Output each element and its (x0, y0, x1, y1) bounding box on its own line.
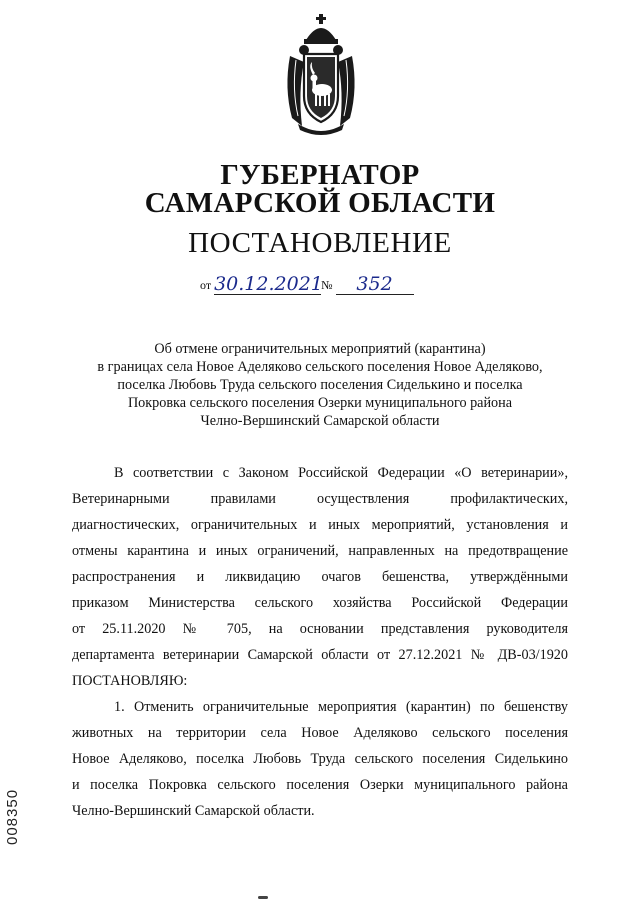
decree-word: ПОСТАНОВЛЯЮ: (72, 673, 188, 689)
item1-line: Новое Аделяково, поселка Любовь Труда сельского поселения Сиделькино (72, 751, 568, 767)
item1-line: и поселка Покровка сельского поселения Озерки муниципального района (72, 777, 568, 793)
title-line: в границах села Новое Аделяково сельского поселения Новое Аделяково, (97, 359, 543, 375)
preamble-line: отмены карантина и иных ограничений, направленных на предотвращение (72, 543, 568, 559)
document-body (72, 460, 568, 824)
date-number-line (200, 273, 414, 295)
preamble-line: Ветеринарными правилами осуществления профилактических, (72, 491, 568, 507)
number-label: № (321, 278, 333, 292)
page-mark (258, 896, 268, 899)
item1-line: животных на территории села Новое Аделяково сельского поселения (72, 725, 568, 741)
document-type: ПОСТАНОВЛЕНИЕ (188, 227, 452, 259)
item1-line: Челно-Вершинский Самарской области. (72, 803, 315, 819)
coat-of-arms-icon (282, 10, 360, 140)
preamble-line: диагностических, ограничительных и иных мероприятий, установления и (72, 517, 568, 533)
preamble-line: от 25.11.2020 № 705, на основании представления руководителя (72, 621, 568, 637)
title-line: Об отмене ограничительных мероприятий (карантина) (154, 341, 486, 357)
preamble-line: распространения и ликвидацию очагов бешенства, утверждёнными (72, 569, 568, 585)
title-line: поселка Любовь Труда сельского поселения Сиделькино и поселка (117, 377, 523, 393)
issuer-title: ГУБЕРНАТОР (220, 159, 420, 191)
preamble-line: В соответствии с Законом Российской Федерации «О ветеринарии», (114, 465, 568, 481)
preamble-line: приказом Министерства сельского хозяйства Российской Федерации (72, 595, 568, 611)
item1-line: 1. Отменить ограничительные мероприятия (карантин) по бешенству (114, 699, 568, 715)
title-line: Покровка сельского поселения Озерки муниципального района (127, 395, 513, 411)
issuer-region: САМАРСКОЙ ОБЛАСТИ (144, 187, 496, 219)
title-line: Челно-Вершинский Самарской области (200, 413, 440, 429)
document-date: 30.12.2021 (214, 273, 323, 295)
document-number: 352 (336, 274, 414, 295)
document-title (60, 340, 580, 430)
side-registration-number: 008350 (4, 788, 21, 845)
preamble-line: департамента ветеринарии Самарской области от 27.12.2021 № ДВ-03/1920 (72, 647, 568, 663)
date-label: от (200, 278, 212, 292)
